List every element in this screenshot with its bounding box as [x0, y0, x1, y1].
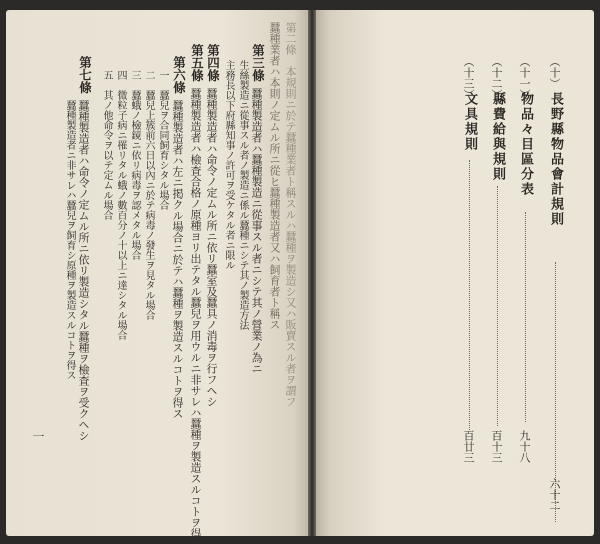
article-text: 蠶種製造者ハ左ニ掲クル場合ニ於テハ蠶種ヲ製造スルコトヲ得ス — [171, 100, 184, 419]
toc-title[interactable]: 文具規則 — [462, 92, 477, 152]
article-heading: 第三條 — [250, 44, 266, 82]
text-column: 蠶種業者ハ本則ノ定ムル所ニ從ヒ蠶種製造者又ハ飼育者ト稱ス — [268, 22, 281, 330]
article-text: 蠶種製造者ハ命令ノ定ムル所ニ依リ蠶室及蠶具ノ消毒ヲ行フヘシ — [205, 88, 218, 407]
article-item: 三 蠶蛾ノ檢鏡ニ依リ病毒ヲ認メタル場合 — [129, 70, 140, 260]
toc-title[interactable]: 物品々目區分表 — [518, 92, 533, 197]
toc-marker: （十三） — [462, 56, 475, 100]
article-text: 蠶種製造者ハ命令ノ定ムル所ニ依リ製造シタル蠶種ヲ檢査ヲ受クヘシ — [77, 100, 90, 441]
toc-marker: （十） — [548, 56, 561, 89]
toc-title[interactable]: 縣費給與規則 — [490, 92, 505, 182]
toc-page: 百廿三 — [462, 430, 475, 463]
toc-page: 九十八 — [518, 430, 531, 463]
page-number: 一 — [31, 430, 45, 442]
article-heading: 第五條 — [189, 44, 205, 82]
article-item: 五 其ノ他命令ヲ以テ定ムル場合 — [101, 70, 112, 220]
toc-leader — [469, 160, 470, 430]
text-column: 第二條 本規則ニ於テ蠶種業者ト稱スルハ蠶種ヲ製造シ又ハ販賣スル者ヲ謂フ — [284, 22, 297, 407]
toc-marker: （十一） — [518, 56, 531, 100]
toc-page: 六十二 — [548, 478, 561, 511]
toc-marker: （十二） — [490, 56, 503, 100]
article-heading: 第六條 — [171, 56, 187, 94]
article-item: 四 微粒子病ニ罹リタル蛾ノ數百分ノ十以上ニ達シタル場合 — [115, 70, 126, 340]
article-text: 蠶種製造者ニ非サレハ蠶兒ヲ飼育シ原種ヲ製造スルコトヲ得ス — [64, 100, 75, 380]
article-item: 二 蠶兒上簇前六日以內ニ於テ病毒ノ發生ヲ見タル場合 — [143, 70, 154, 320]
article-text: 主務長以下府縣知事ノ許可ヲ受ケタル者ニ限ル — [223, 60, 234, 270]
toc-page: 百十三 — [490, 430, 503, 463]
article-heading: 第七條 — [77, 56, 93, 94]
toc-leader — [497, 186, 498, 426]
article-text: 蠶種製造者ハ檢査合格ノ原種ヨリ出テタル蠶兒ヲ用ウルニ非サレハ蠶種ヲ製造スルコトヲ得 — [189, 88, 202, 539]
article-heading: 第四條 — [205, 44, 221, 82]
book-gutter — [308, 10, 316, 536]
toc-leader — [525, 212, 526, 422]
article-text: 蠶種製造者ハ蠶種製造ニ從事スル者ニシテ其ノ營業ノ為ニ — [250, 88, 263, 374]
article-item: 一 蠶兒ヲ合同飼育シタル場合 — [157, 70, 168, 210]
toc-title[interactable]: 長野縣物品會計規則 — [548, 92, 563, 227]
article-text: 生絲製造ニ從事スル者ノ製造ニ係ル蠶種ニシテ其ノ製造方法 — [237, 60, 248, 330]
